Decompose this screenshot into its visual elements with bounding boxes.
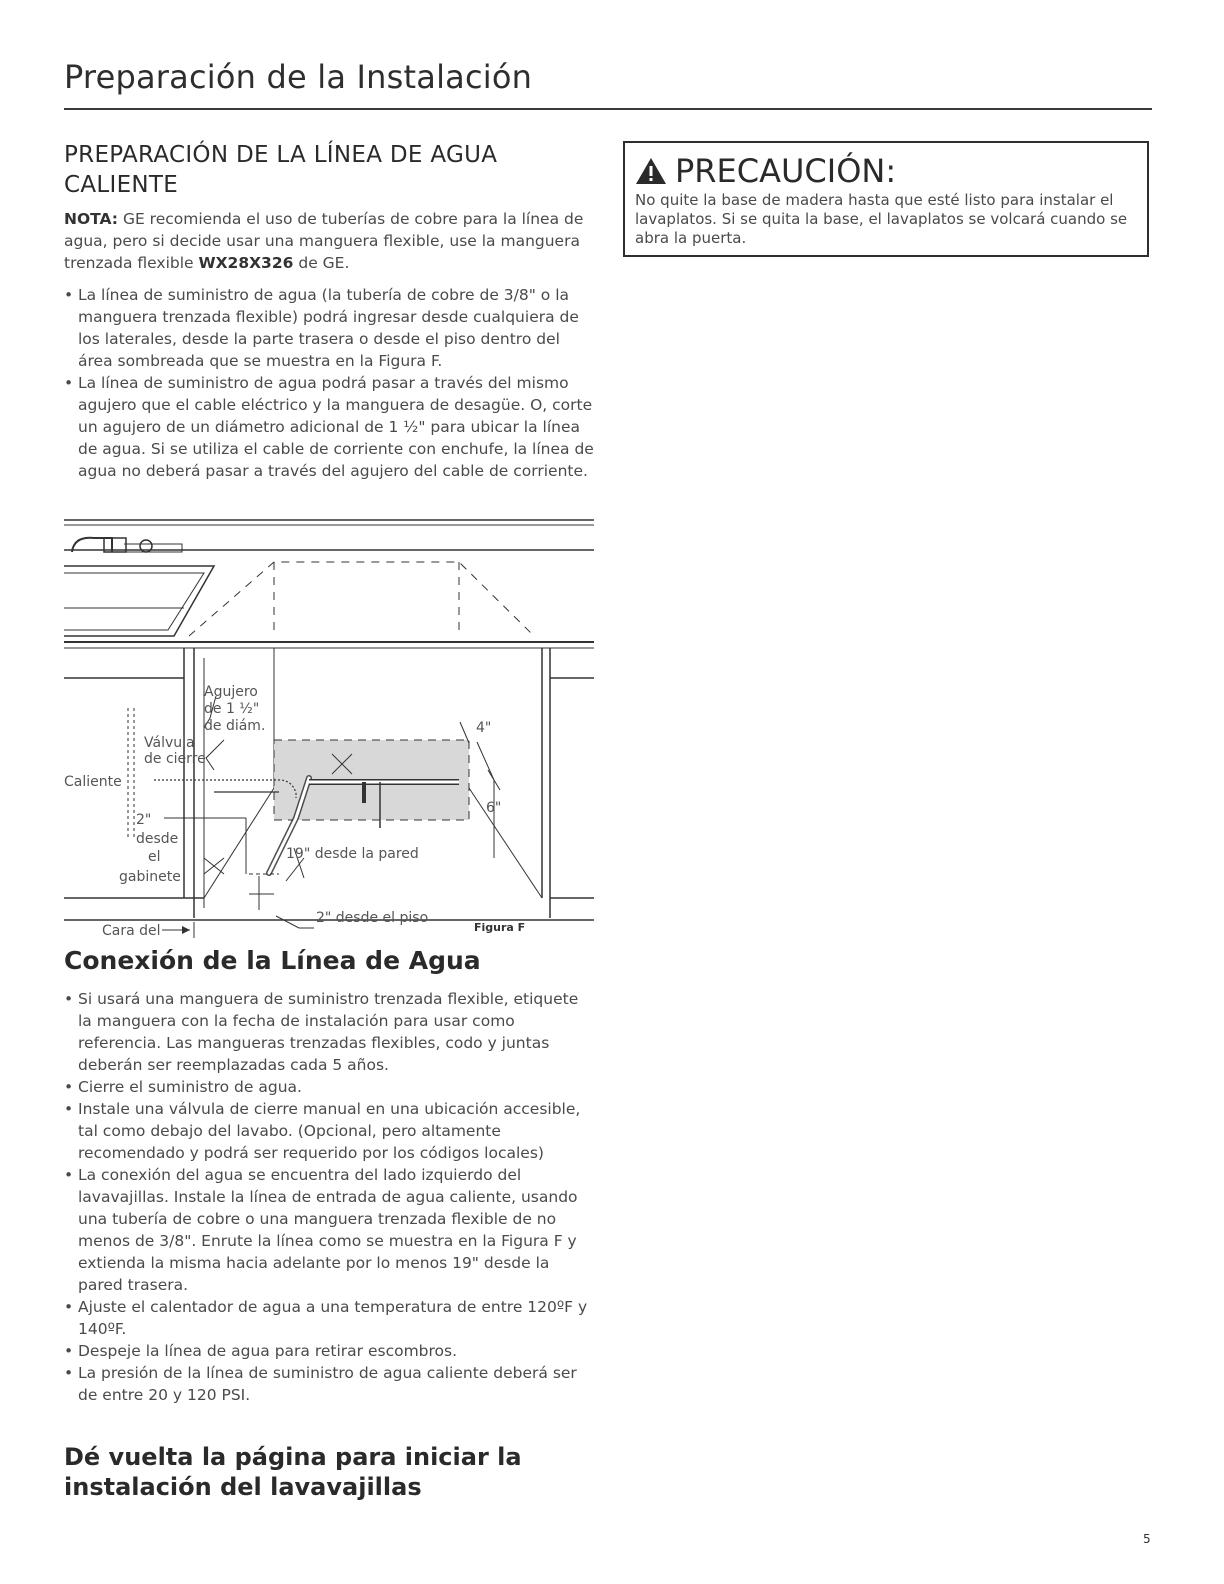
list-item: • La presión de la línea de suministro de agua caliente deberá ser de entre 20 y 120 PSI. xyxy=(64,1362,594,1406)
list-item: • La conexión del agua se encuentra del lado izquierdo del lavavajillas. Instale la línea de entrada de agua caliente, usando una tubería de cobre o una manguera trenzada flexible de no menos de 3/8". Enrute la línea como se muestra en la Figura F y extienda la misma hacia adelante por lo menos 19" desde la pared trasera. xyxy=(64,1164,594,1296)
caution-box xyxy=(623,141,1149,257)
label-valve: de cierre xyxy=(144,751,206,767)
note-paragraph xyxy=(64,208,594,274)
section-heading-water-connection: Conexión de la Línea de Agua xyxy=(64,946,481,975)
list-item: • Instale una válvula de cierre manual en una ubicación accesible, tal como debajo del lavabo. (Opcional, pero altamente recomendado y podrá ser requerido por los códigos locales) xyxy=(64,1098,594,1164)
note-text-b: de GE. xyxy=(293,254,350,272)
caution-title: PRECAUCIÓN: xyxy=(675,152,897,190)
list-item: • La línea de suministro de agua podrá pasar a través del mismo agujero que el cable eléctrico y la manguera de desagüe. O, corte un agujero de un diámetro adicional de 1 ½" para ubicar la línea de agua. Si se utiliza el cable de corriente con enchufe, la línea de agua no deberá pasar a través del agujero del cable de corriente. xyxy=(64,372,594,482)
label-hole: de diám. xyxy=(204,718,266,734)
list-item: • La línea de suministro de agua (la tubería de cobre de 3/8" o la manguera trenzada flexible) podrá ingresar desde cualquiera de los laterales, desde la parte trasera o desde el piso dentro del área sombreada que se muestra en la Figura F. xyxy=(64,284,594,372)
list-item: • Cierre el suministro de agua. xyxy=(64,1076,594,1098)
note-text-a: GE recomienda el uso de tuberías de cobre para la línea de agua, pero si decide usar una manguera flexible, use la manguera trenzada flexible xyxy=(64,210,584,272)
list-item: • Ajuste el calentador de agua a una temperatura de entre 120ºF y 140ºF. xyxy=(64,1296,594,1340)
note-label: NOTA: xyxy=(64,210,119,228)
label-cabinet: el xyxy=(148,849,161,865)
label-hot: Caliente xyxy=(64,774,122,790)
title-divider xyxy=(64,108,1152,110)
list-item: • Si usará una manguera de suministro trenzada flexible, etiquete la manguera con la fecha de instalación para usar como referencia. Las mangueras trenzadas flexibles, codo y juntas deberán ser reemplazadas cada 5 años. xyxy=(64,988,594,1076)
label-hole: de 1 ½" xyxy=(204,701,260,717)
caution-text: No quite la base de madera hasta que esté listo para instalar el lavaplatos. Si se quita la base, el lavaplatos se volcará cuando se abra la puerta. xyxy=(635,191,1128,247)
label-valve: Válvula xyxy=(144,735,195,751)
label-from-wall: 19" desde la pared xyxy=(286,846,419,862)
connection-bullet-list xyxy=(64,988,594,1406)
figure-f-diagram xyxy=(64,518,594,938)
warning-triangle-icon xyxy=(635,157,667,185)
label-hole: Agujero xyxy=(204,684,258,700)
closing-heading: Dé vuelta la página para iniciar la instalación del lavavajillas xyxy=(64,1443,522,1501)
label-cabinet: desde xyxy=(136,831,179,847)
left-column xyxy=(64,140,594,482)
installation-diagram xyxy=(64,518,594,938)
page-title: Preparación de la Instalación xyxy=(64,58,533,96)
label-face: Cara del xyxy=(102,923,161,938)
page-number: 5 xyxy=(1143,1532,1151,1546)
label-cabinet: 2" xyxy=(136,812,152,828)
list-item: • Despeje la línea de agua para retirar escombros. xyxy=(64,1340,594,1362)
prep-bullet-list xyxy=(64,284,594,482)
caution-header xyxy=(635,153,1137,189)
label-dim-6: 6" xyxy=(486,800,502,816)
part-number: WX28X326 xyxy=(198,254,294,272)
label-cabinet: gabinete xyxy=(119,869,181,885)
label-dim-4: 4" xyxy=(476,720,492,736)
figure-caption: Figura F xyxy=(474,921,526,934)
section-heading-hot-water-line: PREPARACIÓN DE LA LÍNEA DE AGUA CALIENTE xyxy=(64,142,498,198)
label-from-floor: 2" desde el piso xyxy=(316,910,429,926)
